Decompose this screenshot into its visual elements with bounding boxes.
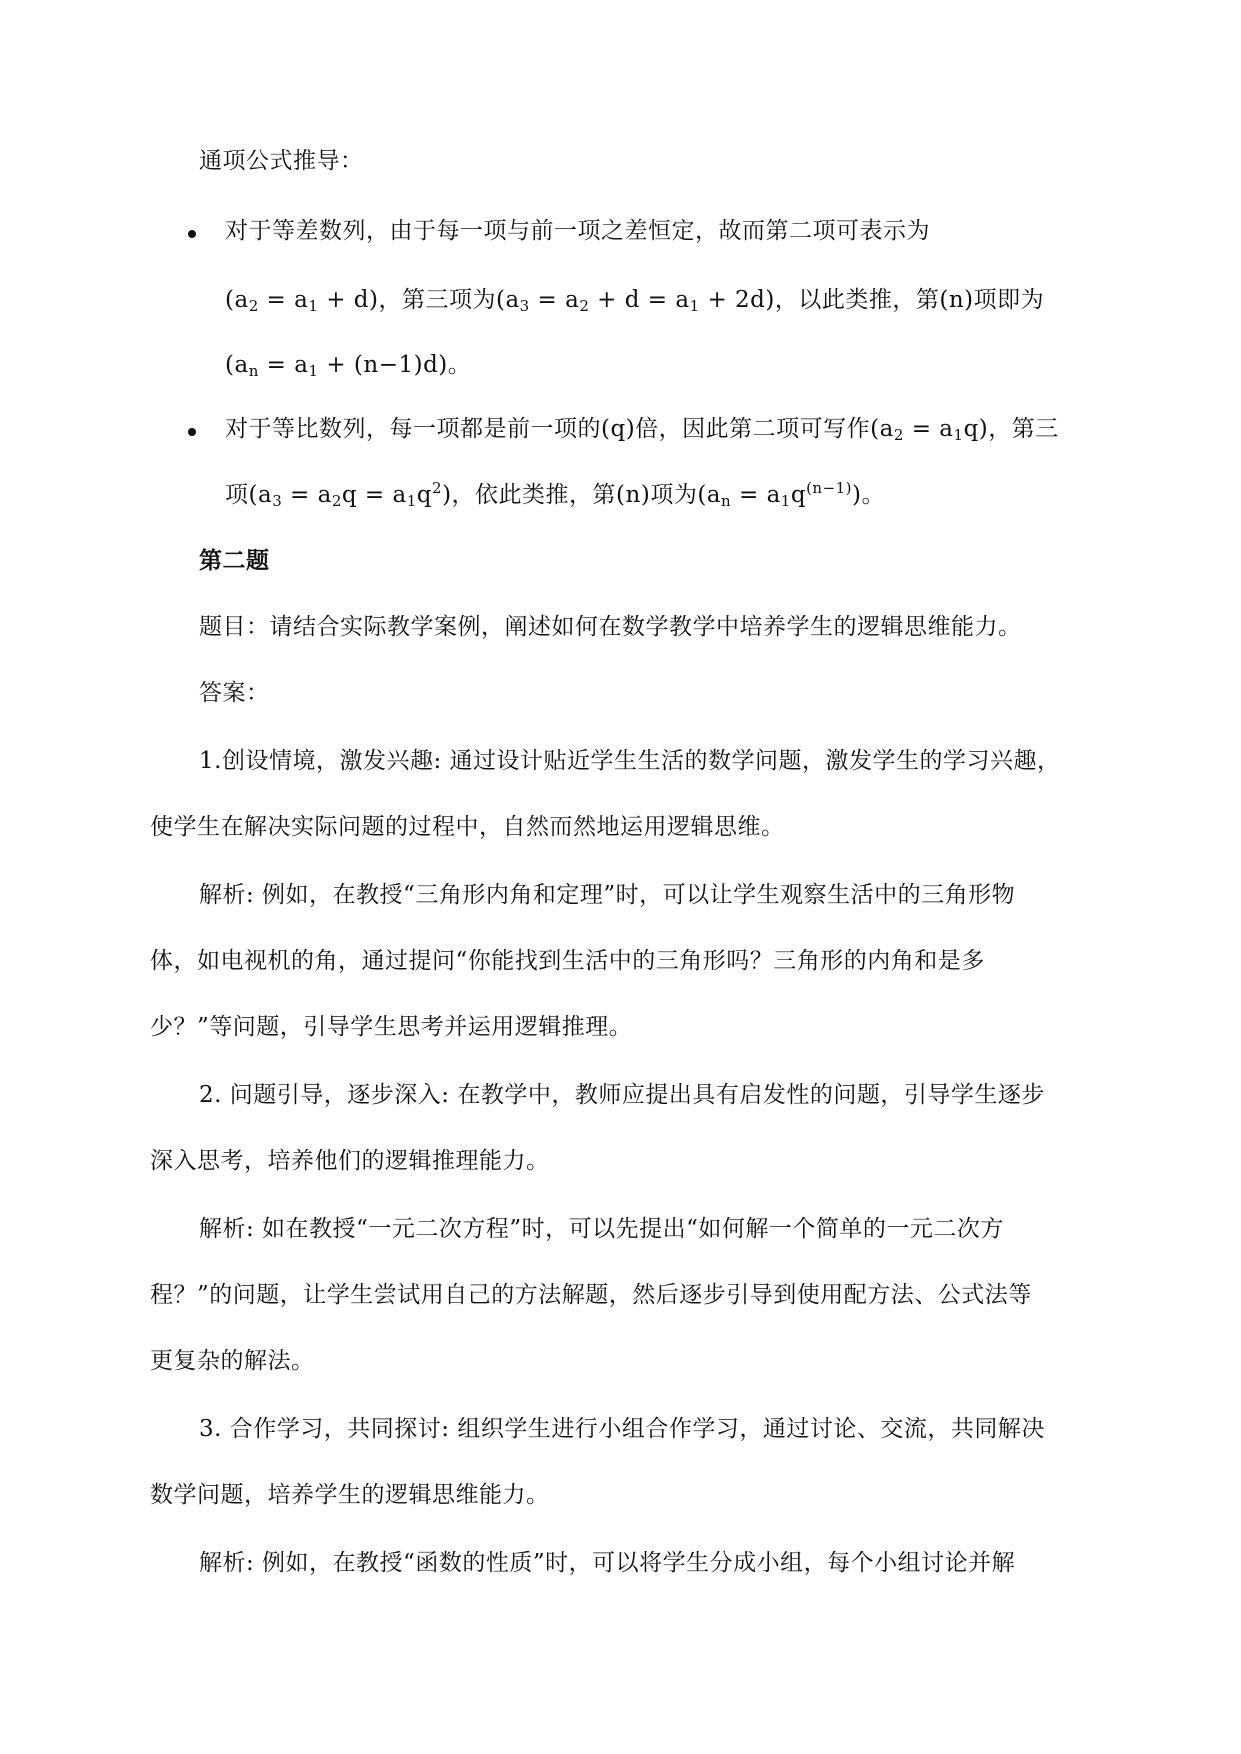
bullet-1-line-2: $(a_2 = a_1 + d)$，第三项为$(a_3 = a_2 + d = a_1 + 2d)$，以此类推，第(n)项即为 (225, 287, 1045, 315)
analysis-2-line-1: 解析: 如在教授“一元二次方程”时，可以先提出“如何解一个简单的一元二次方 (199, 1216, 1004, 1242)
analysis-1-line-1: 解析: 例如，在教授“三角形内角和定理”时，可以让学生观察生活中的三角形物 (199, 882, 1016, 908)
point-2-line-1: 2. 问题引导，逐步深入: 在教学中，教师应提出具有启发性的问题，引导学生逐步 (199, 1082, 1045, 1108)
bullet-dot-2 (188, 428, 196, 436)
analysis-2-line-2: 程？”的问题，让学生尝试用自己的方法解题，然后逐步引导到使用配方法、公式法等 (150, 1282, 1032, 1308)
point-3-line-2: 数学问题，培养学生的逻辑思维能力。 (150, 1482, 550, 1508)
point-2-line-2: 深入思考，培养他们的逻辑推理能力。 (150, 1148, 550, 1174)
point-1-line-2: 使学生在解决实际问题的过程中，自然而然地运用逻辑思维。 (150, 814, 785, 840)
question-2-prompt: 题目：请结合实际教学案例，阐述如何在数学教学中培养学生的逻辑思维能力。 (199, 614, 1022, 640)
analysis-1-line-3: 少？”等问题，引导学生思考并运用逻辑推理。 (150, 1014, 633, 1040)
bullet-2-line-2: 项$(a_3 = a_2q = a_1q^2)$，依此类推，第(n)项为$(a_n = a_1q^{(n-1)})$。 (225, 479, 886, 510)
bullet-dot-1 (188, 230, 196, 238)
bullet-2-line-1: 对于等比数列，每一项都是前一项的(q)倍，因此第二项可写作$(a_2 = a_1q)$，第三 (225, 416, 1059, 444)
point-3-line-1: 3. 合作学习，共同探讨: 组织学生进行小组合作学习，通过讨论、交流，共同解决 (199, 1416, 1045, 1442)
analysis-1-line-2: 体，如电视机的角，通过提问“你能找到生活中的三角形吗？三角形的内角和是多 (150, 948, 985, 974)
derivation-heading: 通项公式推导： (199, 148, 364, 174)
analysis-2-line-3: 更复杂的解法。 (150, 1348, 315, 1374)
bullet-1-line-1: 对于等差数列，由于每一项与前一项之差恒定，故而第二项可表示为 (225, 218, 930, 244)
analysis-3-line-1: 解析: 例如，在教授“函数的性质”时，可以将学生分成小组，每个小组讨论并解 (199, 1550, 1016, 1576)
answer-label: 答案： (199, 680, 270, 706)
question-2-title: 第二题 (199, 547, 270, 574)
bullet-1-line-3: $(a_n = a_1 + (n-1)d)$。 (225, 352, 472, 380)
point-1-line-1: 1.创设情境，激发兴趣: 通过设计贴近学生生活的数学问题，激发学生的学习兴趣， (199, 748, 1061, 774)
